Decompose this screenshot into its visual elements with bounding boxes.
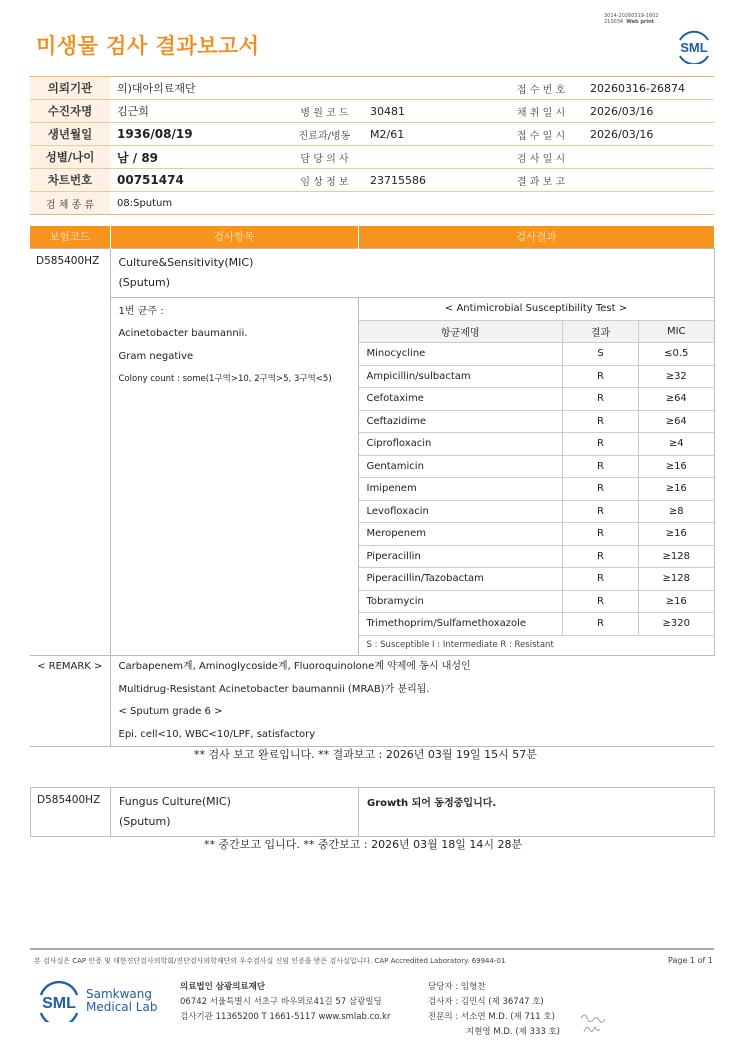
ast-mic: ≥64 [639, 388, 714, 411]
culture-row [30, 248, 714, 297]
chart-label: 차트번호 [30, 169, 110, 192]
ast-drug: Meropenem [359, 523, 563, 546]
results-header-row [30, 226, 714, 248]
ast-col-result: 결과 [563, 320, 639, 343]
ast-result: R [563, 613, 639, 636]
footer-staff-block [428, 980, 560, 1040]
ast-row [359, 478, 714, 501]
ast-drug: Piperacillin/Tazobactam [359, 568, 563, 591]
insurance-code: D585400HZ [30, 248, 110, 656]
ast-mic: ≥128 [639, 568, 714, 591]
staff-label: 담당자 : [428, 982, 459, 992]
receipt-no-value: 20260316-26874 [583, 77, 714, 100]
requester-label: 의뢰기관 [30, 77, 110, 100]
ast-drug: Minocycline [359, 343, 563, 366]
ast-row [359, 433, 714, 456]
footer-address-block [180, 980, 390, 1025]
ast-row [359, 590, 714, 613]
logo-name-line2: Medical Lab [86, 1000, 158, 1014]
remark-row [30, 656, 714, 747]
logo-name-line1: Samkwang [86, 987, 152, 1001]
ast-mic: ≥16 [639, 478, 714, 501]
ast-mic: ≥320 [639, 613, 714, 636]
info-row [30, 192, 714, 215]
ast-drug: Gentamicin [359, 455, 563, 478]
col-item-header: 검사항목 [110, 226, 358, 248]
ast-row [359, 613, 714, 636]
ast-row [359, 568, 714, 591]
org-address: 06742 서울특별시 서초구 바우뫼로41길 57 삼광빌딩 [180, 997, 382, 1007]
report-complete-note: ** 검사 보고 완료입니다. ** 결과보고 : 2026년 03월 19일 15시 57분 [194, 748, 537, 761]
ast-row [359, 500, 714, 523]
sml-footer-logo-icon [36, 980, 82, 1022]
ast-result: R [563, 478, 639, 501]
staff-label: 검사자 : [428, 997, 459, 1007]
ast-legend-row [359, 635, 714, 655]
fungus-test [111, 788, 359, 837]
remark-line: < Sputum grade 6 > [118, 706, 223, 717]
info-row [30, 146, 714, 169]
test-specimen-label: (Sputum) [118, 275, 171, 289]
ast-drug: Levofloxacin [359, 500, 563, 523]
collect-date-label: 채 취 일 시 [499, 100, 583, 123]
info-row [30, 100, 714, 123]
ast-drug: Trimethoprim/Sulfamethoxazole [359, 613, 563, 636]
remark-label: < REMARK > [30, 656, 110, 747]
web-print-tag: Web print [626, 19, 655, 25]
requester-value: 의)대아의료재단 [110, 77, 499, 100]
ast-header-row [359, 320, 714, 343]
ast-row [359, 410, 714, 433]
cap-accreditation-note: 본 검사실은 CAP 인증 및 대한진단검사의학회/진단검사의학재단의 우수검사실 신임 인증을 받은 검사실입니다. CAP Accredited Laboratory. 69944-01 [34, 957, 506, 965]
ast-result: R [563, 523, 639, 546]
ast-drug: Ampicillin/sulbactam [359, 365, 563, 388]
org-contact: 검사기관 11365200 T 1661-5117 www.smlab.co.kr [180, 1012, 391, 1022]
ast-mic: ≥4 [639, 433, 714, 456]
col-code-header: 보험코드 [30, 226, 110, 248]
page-number: Page 1 of 1 [668, 956, 713, 965]
sml-footer-logo-text: SML [42, 995, 76, 1012]
test-date-label: 검 사 일 시 [499, 146, 583, 169]
clinical-value: 23715586 [363, 169, 499, 192]
test-date-value [583, 146, 714, 169]
info-row [30, 123, 714, 146]
org-name: 의료법인 삼광의료재단 [180, 982, 266, 992]
sex-age-value: 남 / 89 [110, 146, 286, 169]
patient-info-table [30, 76, 714, 215]
results-table [30, 226, 715, 747]
info-row [30, 77, 714, 100]
footer-divider [30, 948, 714, 950]
ast-result: R [563, 433, 639, 456]
ast-result: R [563, 365, 639, 388]
doctor-label: 담 당 의 사 [286, 146, 363, 169]
ast-result: R [563, 568, 639, 591]
ast-drug: Piperacillin [359, 545, 563, 568]
ast-result: S [563, 343, 639, 366]
dept-label: 진료과/병동 [286, 123, 363, 146]
ast-col-mic: MIC [639, 320, 714, 343]
ast-table [359, 298, 714, 656]
ast-mic: ≥8 [639, 500, 714, 523]
ast-row [359, 343, 714, 366]
staff-name: 서소연 M.D. (제 711 호) [460, 1012, 555, 1022]
doctor-value [363, 146, 499, 169]
receipt-date-label: 접 수 일 시 [499, 123, 583, 146]
ast-caption-row [359, 298, 714, 321]
fungus-test-name: Fungus Culture(MIC) [119, 795, 231, 808]
interim-note: ** 중간보고 입니다. ** 중간보고 : 2026년 03월 18일 14시 28분 [204, 838, 523, 851]
ast-drug: Ceftazidime [359, 410, 563, 433]
ast-mic: ≥128 [639, 545, 714, 568]
patient-value: 김근희 [110, 100, 286, 123]
dob-value: 1936/08/19 [110, 123, 286, 146]
remark-line: Multidrug-Resistant Acinetobacter baumannii (MRAB)가 분리됨. [118, 683, 430, 695]
report-value [583, 169, 714, 192]
staff-label: 전문의 : [428, 1012, 459, 1022]
ast-body [359, 343, 714, 636]
ast-row [359, 388, 714, 411]
ast-row [359, 455, 714, 478]
colony-count: Colony count : some(1구역>10, 2구역>5, 3구역<5) [118, 374, 332, 384]
ast-drug: Tobramycin [359, 590, 563, 613]
ast-caption: < Antimicrobial Susceptibility Test > [359, 298, 714, 321]
specimen-value: 08:Sputum [110, 192, 714, 215]
patient-label: 수진자명 [30, 100, 110, 123]
ast-mic: ≥16 [639, 523, 714, 546]
remark-text [110, 656, 714, 747]
staff-name: 지현영 M.D. (제 333 호) [466, 1027, 561, 1037]
hospital-code-label: 병 원 코 드 [286, 100, 363, 123]
gram-stain: Gram negative [118, 350, 194, 362]
organism-header: 1번 균주 : [118, 305, 164, 317]
print-code-line1: 3014-20260319-1602 [604, 13, 659, 19]
ast-cell [358, 297, 714, 656]
hospital-code-value: 30481 [363, 100, 499, 123]
remark-line: Carbapenem계, Aminoglycoside계, Fluoroquinolone계 약제에 동시 내성인 [118, 661, 471, 672]
footer-logo [36, 980, 157, 1022]
ast-row [359, 523, 714, 546]
print-code [604, 13, 659, 25]
organism-name: Acinetobacter baumannii. [118, 328, 248, 339]
receipt-no-label: 접 수 번 호 [499, 77, 583, 100]
staff-name: 임형찬 [460, 982, 486, 992]
sex-age-label: 성별/나이 [30, 146, 110, 169]
ast-mic: ≤0.5 [639, 343, 714, 366]
dob-label: 생년월일 [30, 123, 110, 146]
test-name [110, 248, 714, 297]
ast-mic: ≥32 [639, 365, 714, 388]
organism-row [30, 297, 714, 656]
report-title: 미생물 검사 결과보고서 [36, 34, 260, 58]
ast-result: R [563, 545, 639, 568]
fungus-test-specimen: (Sputum) [119, 815, 171, 828]
organism-info [110, 297, 358, 656]
ast-result: R [563, 455, 639, 478]
ast-col-drug: 항균제명 [359, 320, 563, 343]
receipt-date-value: 2026/03/16 [583, 123, 714, 146]
ast-result: R [563, 388, 639, 411]
sml-logo-icon [674, 26, 714, 64]
fungus-table [30, 787, 715, 837]
ast-mic: ≥64 [639, 410, 714, 433]
ast-mic: ≥16 [639, 590, 714, 613]
ast-mic: ≥16 [639, 455, 714, 478]
remark-line: Epi. cell<10, WBC<10/LPF, satisfactory [118, 728, 316, 740]
chart-value: 00751474 [110, 169, 286, 192]
collect-date-value: 2026/03/16 [583, 100, 714, 123]
ast-row [359, 545, 714, 568]
ast-legend: S : Susceptible I : Intermediate R : Resistant [366, 640, 554, 651]
test-name-label: Culture&Sensitivity(MIC) [118, 255, 254, 269]
ast-drug: Ciprofloxacin [359, 433, 563, 456]
ast-result: R [563, 410, 639, 433]
footer-logo-name [86, 988, 157, 1014]
specimen-label: 검 체 종 류 [30, 192, 110, 215]
fungus-code: D585400HZ [31, 788, 111, 837]
clinical-label: 임 상 정 보 [286, 169, 363, 192]
ast-drug: Cefotaxime [359, 388, 563, 411]
ast-result: R [563, 590, 639, 613]
col-result-header: 검사결과 [358, 226, 714, 248]
ast-row [359, 365, 714, 388]
fungus-result: Growth 되어 동정중입니다. [359, 788, 715, 837]
dept-value: M2/61 [363, 123, 499, 146]
info-row [30, 169, 714, 192]
fungus-row [31, 788, 715, 837]
staff-name: 김민식 (제 36747 호) [460, 997, 544, 1007]
print-code-line2: 210034 [604, 19, 624, 25]
ast-drug: Imipenem [359, 478, 563, 501]
ast-result: R [563, 500, 639, 523]
sml-logo-text: SML [680, 40, 708, 55]
signature-icon [578, 1008, 612, 1038]
report-label: 결 과 보 고 [499, 169, 583, 192]
